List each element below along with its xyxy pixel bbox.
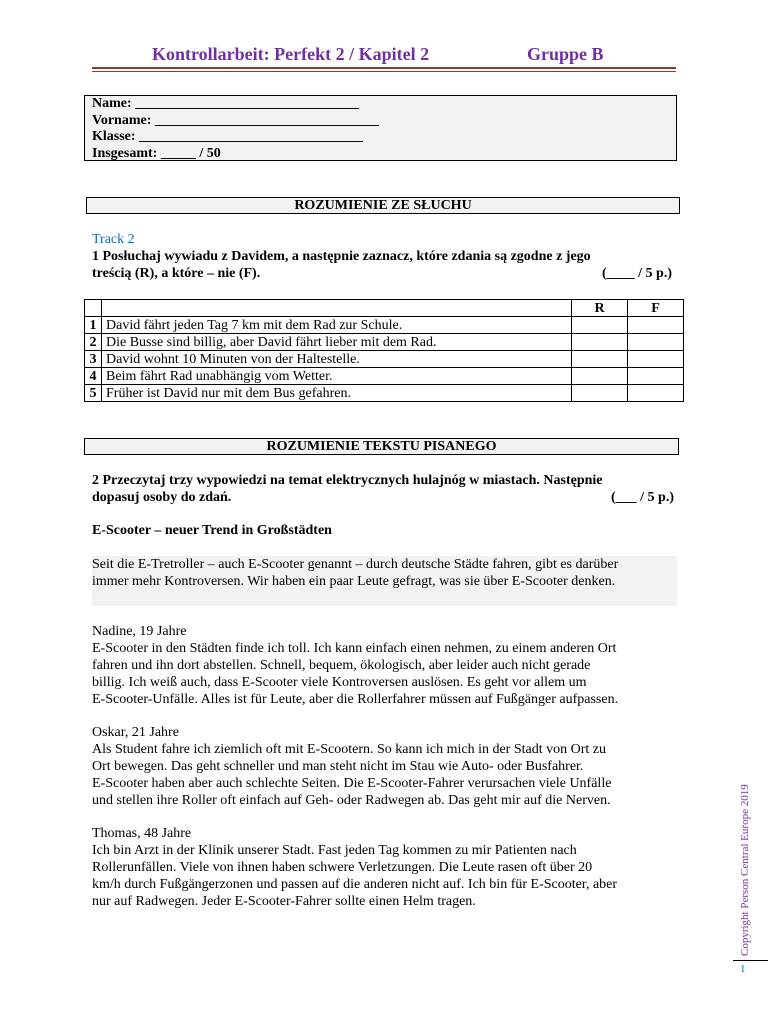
statement-oskar <box>92 724 682 809</box>
row-number: 2 <box>85 334 102 351</box>
worksheet-title: Kontrollarbeit: Perfekt 2 / Kapitel 2 <box>152 44 430 64</box>
speaker-name: Oskar, 21 Jahre <box>92 725 179 740</box>
statement-line: E-Scooter-Unfälle. Alles ist für Leute, aber die Rollerfahrer müssen auf Fußgänger aufpassen. <box>92 692 619 707</box>
intro-line: immer mehr Kontroversen. Wir haben ein paar Leute gefragt, was sie über E-Scooter denken. <box>92 574 616 589</box>
row-number: 5 <box>85 385 102 402</box>
article-title: E-Scooter – neuer Trend in Großstädten <box>92 523 332 538</box>
total-score-field: Insgesamt: _____ / 50 <box>92 145 221 161</box>
table-row <box>85 351 684 368</box>
table-row <box>85 368 684 385</box>
statement-line: Ich bin Arzt in der Klinik unserer Stadt. Fast jeden Tag kommen zu mir Patienten nach <box>92 843 577 858</box>
header-rule-thin <box>92 71 676 72</box>
speaker-name: Thomas, 48 Jahre <box>92 826 192 841</box>
statement-text: Die Busse sind billig, aber David fährt lieber mit dem Rad. <box>102 334 572 351</box>
name-field: Name: ________________________________ <box>92 96 360 111</box>
section-heading-reading: ROZUMIENIE TEKSTU PISANEGO <box>84 438 679 455</box>
task-1-instructions <box>92 249 676 282</box>
statement-line: E-Scooter haben aber auch schlechte Seiten. Die E-Scooter-Fahrer verursachen viele Unfälle <box>92 776 612 791</box>
task-1-line-2: treścią (R), a które – nie (F). <box>92 265 261 281</box>
row-number: 1 <box>85 317 102 334</box>
first-name-field: Vorname: ________________________________ <box>92 112 379 128</box>
statement-line: E-Scooter in den Städten finde ich toll. Ich kann einfach einen nehmen, zu einem anderen Ort <box>92 641 617 656</box>
table-row <box>85 317 684 334</box>
task-2-line-1: 2 Przeczytaj trzy wypowiedzi na temat elektrycznych hulajnóg w miastach. Następnie <box>92 473 603 488</box>
statement-text: Früher ist David nur mit dem Bus gefahren. <box>102 385 572 402</box>
statement-text: David wohnt 10 Minuten von der Haltestelle. <box>102 351 572 368</box>
statement-nadine <box>92 623 682 708</box>
statement-text: David fährt jeden Tag 7 km mit dem Rad zur Schule. <box>102 317 572 334</box>
statement-line: fahren und ihn dort abstellen. Schnell, bequem, ökologisch, aber leider auch nicht gerade <box>92 658 591 673</box>
answer-cell-f[interactable] <box>628 368 684 385</box>
task-2-instructions <box>92 473 676 506</box>
answer-cell-f[interactable] <box>628 385 684 402</box>
task-1-line-1: 1 Posłuchaj wywiadu z Davidem, a następnie zaznacz, które zdania są zgodne z jego <box>92 249 591 264</box>
answer-cell-f[interactable] <box>628 351 684 368</box>
answer-cell-f[interactable] <box>628 317 684 334</box>
statement-line: Ort bewegen. Das geht schneller und man steht nicht im Stau wie Auto- oder Busfahrer. <box>92 759 584 774</box>
answer-cell-r[interactable] <box>572 351 628 368</box>
answer-cell-r[interactable] <box>572 317 628 334</box>
table-header-row <box>85 300 684 317</box>
student-info-box <box>84 95 677 161</box>
task-2-points: (___ / 5 p.) <box>611 489 674 505</box>
section-heading-listening: ROZUMIENIE ZE SŁUCHU <box>86 197 680 214</box>
answer-cell-r[interactable] <box>572 368 628 385</box>
task-1-points: (____ / 5 p.) <box>602 265 672 281</box>
track-label: Track 2 <box>92 232 135 247</box>
page-number: 1 <box>740 963 746 975</box>
statement-line: Als Student fahre ich ziemlich oft mit E-Scootern. So kann ich mich in der Stadt von Ort zu <box>92 742 607 757</box>
answer-cell-f[interactable] <box>628 334 684 351</box>
statement-line: nur auf Radwegen. Jeder E-Scooter-Fahrer sollte einen Helm tragen. <box>92 894 476 909</box>
column-f: F <box>628 300 684 317</box>
true-false-table <box>84 299 684 402</box>
footer-rule <box>733 960 768 961</box>
statement-line: Rollerunfällen. Viele von ihnen haben schwere Verletzungen. Die Leute rasen oft über 20 <box>92 860 593 875</box>
class-field: Klasse: ________________________________ <box>92 129 364 144</box>
intro-line: Seit die E-Tretroller – auch E-Scooter genannt – durch deutsche Städte fahren, gibt es darüber <box>92 557 619 572</box>
row-number: 3 <box>85 351 102 368</box>
statement-thomas <box>92 825 682 910</box>
copyright-notice: Copyright Person Central Europe 2019 <box>739 784 751 956</box>
answer-cell-r[interactable] <box>572 334 628 351</box>
header-rule-thick <box>92 67 676 69</box>
statement-line: und stellen ihre Roller oft einfach auf Geh- oder Radwegen ab. Das geht mir auf die Nerven. <box>92 793 611 808</box>
statement-line: km/h durch Fußgängerzonen und passen auf die anderen nicht auf. Ich bin für E-Scooter, aber <box>92 877 618 892</box>
row-number: 4 <box>85 368 102 385</box>
statement-line: billig. Ich weiß auch, dass E-Scooter viele Kontroversen auslösen. Es geht vor allem um <box>92 675 587 690</box>
article-intro <box>92 556 677 606</box>
answer-cell-r[interactable] <box>572 385 628 402</box>
column-r: R <box>572 300 628 317</box>
table-row <box>85 385 684 402</box>
task-2-line-2: dopasuj osoby do zdań. <box>92 489 232 505</box>
group-label: Gruppe B <box>527 44 604 64</box>
statement-text: Beim fährt Rad unabhängig vom Wetter. <box>102 368 572 385</box>
speaker-name: Nadine, 19 Jahre <box>92 624 187 639</box>
table-row <box>85 334 684 351</box>
